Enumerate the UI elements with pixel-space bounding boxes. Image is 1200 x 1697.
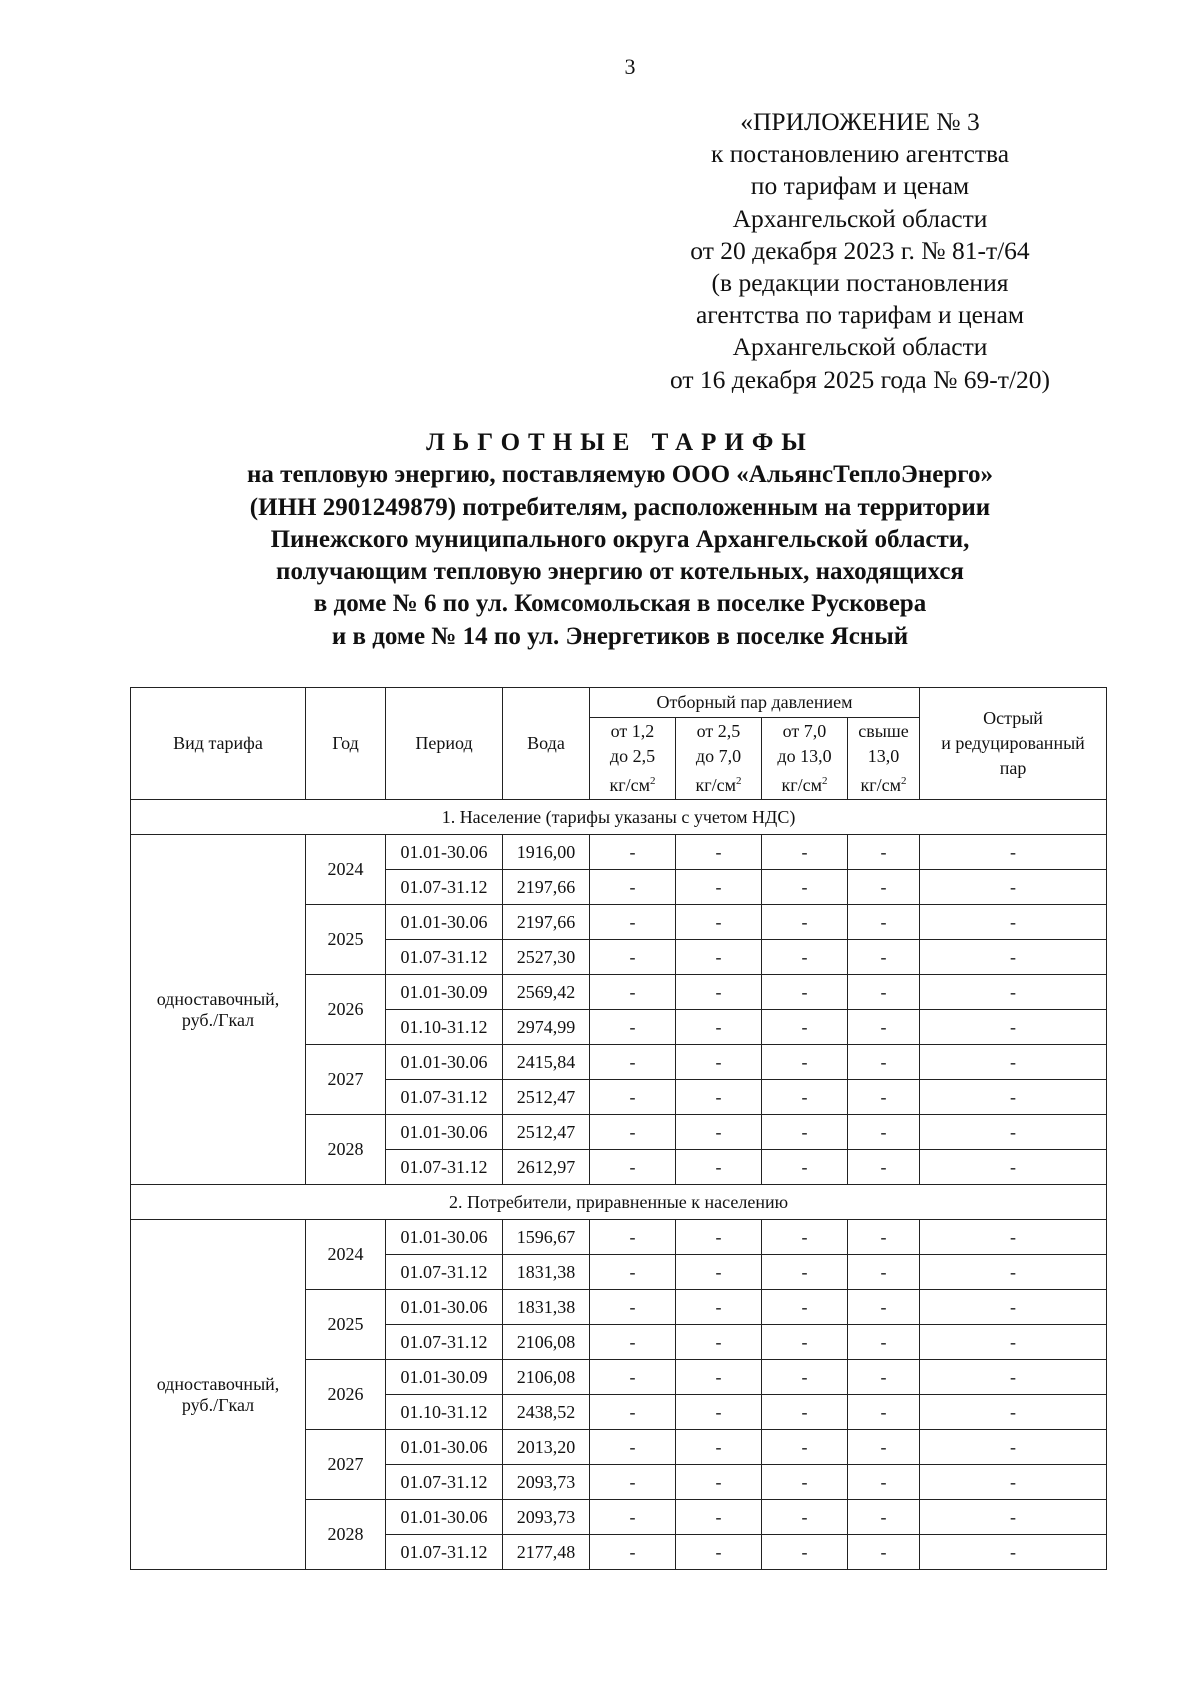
- steam-cell: -: [676, 1500, 762, 1535]
- header-line: от 7,0: [782, 721, 827, 741]
- period-cell: 01.07-31.12: [386, 1080, 503, 1115]
- steam-cell: -: [848, 940, 920, 975]
- steam-cell: -: [676, 1325, 762, 1360]
- water-cell: 2612,97: [503, 1150, 590, 1185]
- unit-text: кг/см: [695, 775, 736, 795]
- water-cell: 2093,73: [503, 1465, 590, 1500]
- steam-cell: -: [676, 1115, 762, 1150]
- steam-cell: -: [676, 835, 762, 870]
- table-row: [131, 1220, 1107, 1255]
- section-row: [131, 1185, 1107, 1220]
- sharp-steam-cell: -: [920, 1010, 1107, 1045]
- appendix-line: к постановлению агентства: [710, 139, 1010, 169]
- header-line: до 7,0: [695, 746, 742, 766]
- steam-cell: -: [848, 1430, 920, 1465]
- steam-cell: -: [590, 1220, 676, 1255]
- header-sharp-steam-line: пар: [999, 758, 1027, 778]
- year-cell: 2025: [306, 1290, 386, 1360]
- sharp-steam-cell: -: [920, 1290, 1107, 1325]
- year-cell: 2025: [306, 905, 386, 975]
- year-cell: 2028: [306, 1500, 386, 1570]
- sharp-steam-cell: -: [920, 1395, 1107, 1430]
- steam-cell: -: [590, 1360, 676, 1395]
- sharp-steam-cell: -: [920, 1080, 1107, 1115]
- steam-cell: -: [762, 1045, 848, 1080]
- water-cell: 2512,47: [503, 1080, 590, 1115]
- steam-cell: -: [762, 1115, 848, 1150]
- water-cell: 2438,52: [503, 1395, 590, 1430]
- tariff-type-cell: [131, 1220, 306, 1570]
- period-cell: 01.01-30.06: [386, 1115, 503, 1150]
- period-cell: 01.07-31.12: [386, 1535, 503, 1570]
- steam-cell: -: [676, 905, 762, 940]
- period-cell: 01.01-30.06: [386, 835, 503, 870]
- water-cell: 2177,48: [503, 1535, 590, 1570]
- year-cell: 2024: [306, 1220, 386, 1290]
- water-cell: 2197,66: [503, 870, 590, 905]
- period-cell: 01.10-31.12: [386, 1010, 503, 1045]
- steam-cell: -: [676, 1080, 762, 1115]
- steam-cell: -: [762, 975, 848, 1010]
- water-cell: 1916,00: [503, 835, 590, 870]
- period-cell: 01.01-30.06: [386, 1045, 503, 1080]
- sharp-steam-cell: -: [920, 940, 1107, 975]
- steam-cell: -: [762, 1010, 848, 1045]
- unit-sup: 2: [736, 775, 742, 787]
- steam-cell: -: [848, 1325, 920, 1360]
- appendix-line: от 16 декабря 2025 года № 69-т/20): [669, 364, 1051, 394]
- steam-cell: -: [590, 870, 676, 905]
- steam-cell: -: [676, 1220, 762, 1255]
- water-cell: 1831,38: [503, 1255, 590, 1290]
- steam-cell: -: [848, 975, 920, 1010]
- sharp-steam-cell: -: [920, 1500, 1107, 1535]
- steam-cell: -: [676, 975, 762, 1010]
- steam-cell: -: [762, 1220, 848, 1255]
- water-cell: 2415,84: [503, 1045, 590, 1080]
- header-line: 13,0: [867, 746, 900, 766]
- steam-cell: -: [590, 1150, 676, 1185]
- section-row: [131, 800, 1107, 835]
- water-cell: 2013,20: [503, 1430, 590, 1465]
- steam-cell: -: [590, 1255, 676, 1290]
- header-period: Период: [386, 688, 503, 800]
- appendix-line: Архангельской области: [732, 203, 988, 233]
- steam-cell: -: [590, 905, 676, 940]
- steam-cell: -: [848, 1290, 920, 1325]
- header-sharp-steam-line: Острый: [983, 708, 1043, 728]
- water-cell: 2197,66: [503, 905, 590, 940]
- steam-cell: -: [676, 1465, 762, 1500]
- year-cell: 2027: [306, 1430, 386, 1500]
- steam-cell: -: [848, 1045, 920, 1080]
- unit-sup: 2: [822, 775, 828, 787]
- water-cell: 2527,30: [503, 940, 590, 975]
- steam-cell: -: [590, 835, 676, 870]
- header-steam-3: [762, 718, 848, 800]
- header-sharp-steam-line: и редуцированный: [941, 733, 1085, 753]
- steam-cell: -: [676, 1010, 762, 1045]
- sharp-steam-cell: -: [920, 1220, 1107, 1255]
- appendix-line: «ПРИЛОЖЕНИЕ № 3: [740, 107, 980, 136]
- sharp-steam-cell: -: [920, 1115, 1107, 1150]
- steam-cell: -: [590, 1045, 676, 1080]
- period-cell: 01.01-30.06: [386, 905, 503, 940]
- water-cell: 2106,08: [503, 1325, 590, 1360]
- table-body: [131, 800, 1107, 1570]
- tariff-type-cell: [131, 835, 306, 1185]
- steam-cell: -: [676, 1150, 762, 1185]
- steam-cell: -: [590, 1290, 676, 1325]
- year-cell: 2027: [306, 1045, 386, 1115]
- header-line: от 2,5: [696, 721, 741, 741]
- header-steam-group: Отборный пар давлением: [590, 688, 920, 718]
- steam-cell: -: [676, 940, 762, 975]
- steam-cell: -: [848, 1220, 920, 1255]
- header-line: [762, 769, 847, 798]
- period-cell: 01.01-30.06: [386, 1290, 503, 1325]
- year-cell: 2026: [306, 1360, 386, 1430]
- steam-cell: -: [676, 1255, 762, 1290]
- year-cell: 2026: [306, 975, 386, 1045]
- steam-cell: -: [590, 940, 676, 975]
- title-line: и в доме № 14 по ул. Энергетиков в поселке Ясный: [331, 622, 909, 650]
- steam-cell: -: [848, 1150, 920, 1185]
- steam-cell: -: [848, 1465, 920, 1500]
- period-cell: 01.07-31.12: [386, 1150, 503, 1185]
- sharp-steam-cell: -: [920, 1325, 1107, 1360]
- steam-cell: -: [848, 1360, 920, 1395]
- document-title: [130, 427, 1110, 653]
- tariff-table: [130, 687, 1107, 1570]
- period-cell: 01.01-30.06: [386, 1220, 503, 1255]
- header-steam-4: [848, 718, 920, 800]
- tariff-type-line: одноставочный,: [156, 988, 280, 1009]
- steam-cell: -: [762, 1255, 848, 1290]
- period-cell: 01.10-31.12: [386, 1395, 503, 1430]
- unit-text: кг/см: [609, 775, 650, 795]
- steam-cell: -: [590, 1535, 676, 1570]
- water-cell: 1596,67: [503, 1220, 590, 1255]
- sharp-steam-cell: -: [920, 905, 1107, 940]
- steam-cell: -: [590, 1115, 676, 1150]
- steam-cell: -: [762, 1150, 848, 1185]
- steam-cell: -: [590, 1500, 676, 1535]
- steam-cell: -: [762, 1430, 848, 1465]
- steam-cell: -: [762, 1080, 848, 1115]
- page-number: 3: [624, 54, 636, 79]
- title-line: на тепловую энергию, поставляемую ООО «АльянсТеплоЭнерго»: [247, 461, 993, 489]
- period-cell: 01.01-30.09: [386, 975, 503, 1010]
- steam-cell: -: [762, 835, 848, 870]
- steam-cell: -: [676, 1360, 762, 1395]
- appendix-line: агентства по тарифам и ценам: [695, 300, 1025, 330]
- title-line: (ИНН 2901249879) потребителям, расположенным на территории: [249, 493, 991, 521]
- tariff-type-line: руб./Гкал: [181, 1009, 255, 1030]
- steam-cell: -: [762, 1535, 848, 1570]
- header-line: от 1,2: [610, 721, 655, 741]
- period-cell: 01.01-30.09: [386, 1360, 503, 1395]
- header-line: до 13,0: [777, 746, 832, 766]
- period-cell: 01.01-30.06: [386, 1430, 503, 1465]
- steam-cell: -: [762, 940, 848, 975]
- sharp-steam-cell: -: [920, 1465, 1107, 1500]
- steam-cell: -: [590, 975, 676, 1010]
- appendix-line: Архангельской области: [732, 332, 988, 362]
- tariff-type-line: одноставочный,: [156, 1373, 280, 1394]
- steam-cell: -: [676, 1395, 762, 1430]
- steam-cell: -: [848, 1395, 920, 1430]
- steam-cell: -: [676, 870, 762, 905]
- steam-cell: -: [848, 870, 920, 905]
- steam-cell: -: [590, 1010, 676, 1045]
- water-cell: 2569,42: [503, 975, 590, 1010]
- header-sharp-steam: [920, 688, 1107, 800]
- unit-text: кг/см: [860, 775, 902, 795]
- steam-cell: -: [676, 1535, 762, 1570]
- steam-cell: -: [762, 1465, 848, 1500]
- sharp-steam-cell: -: [920, 975, 1107, 1010]
- steam-cell: -: [848, 1010, 920, 1045]
- steam-cell: -: [590, 1395, 676, 1430]
- steam-cell: -: [848, 1255, 920, 1290]
- section-title: 1. Население (тарифы указаны с учетом НДС): [131, 800, 1107, 835]
- sharp-steam-cell: -: [920, 1150, 1107, 1185]
- steam-cell: -: [848, 1500, 920, 1535]
- header-tariff-type: Вид тарифа: [131, 688, 306, 800]
- header-line: [676, 769, 761, 798]
- tariff-type-line: руб./Гкал: [181, 1394, 255, 1415]
- header-water: Вода: [503, 688, 590, 800]
- year-cell: 2024: [306, 835, 386, 905]
- period-cell: 01.07-31.12: [386, 1325, 503, 1360]
- appendix-line: по тарифам и ценам: [750, 171, 970, 201]
- steam-cell: -: [848, 835, 920, 870]
- steam-cell: -: [762, 1395, 848, 1430]
- steam-cell: -: [676, 1290, 762, 1325]
- sharp-steam-cell: -: [920, 870, 1107, 905]
- sharp-steam-cell: -: [920, 1535, 1107, 1570]
- table-row: [131, 835, 1107, 870]
- steam-cell: -: [848, 1535, 920, 1570]
- steam-cell: -: [590, 1080, 676, 1115]
- sharp-steam-cell: -: [920, 1430, 1107, 1465]
- period-cell: 01.01-30.06: [386, 1500, 503, 1535]
- steam-cell: -: [590, 1465, 676, 1500]
- steam-cell: -: [762, 1325, 848, 1360]
- sharp-steam-cell: -: [920, 1255, 1107, 1290]
- header-steam-1: [590, 718, 676, 800]
- period-cell: 01.07-31.12: [386, 940, 503, 975]
- title-line: Пинежского муниципального округа Архангельской области,: [270, 525, 970, 553]
- steam-cell: -: [762, 870, 848, 905]
- period-cell: 01.07-31.12: [386, 870, 503, 905]
- water-cell: 2106,08: [503, 1360, 590, 1395]
- steam-cell: -: [762, 1500, 848, 1535]
- appendix-line: от 20 декабря 2023 г. № 81-т/64: [690, 235, 1030, 265]
- water-cell: 2974,99: [503, 1010, 590, 1045]
- steam-cell: -: [762, 905, 848, 940]
- title-line: в доме № 6 по ул. Комсомольская в поселке Русковера: [313, 590, 927, 618]
- water-cell: 2512,47: [503, 1115, 590, 1150]
- appendix-line: (в редакции постановления: [711, 268, 1009, 298]
- steam-cell: -: [762, 1360, 848, 1395]
- unit-sup: 2: [650, 775, 656, 787]
- steam-cell: -: [762, 1290, 848, 1325]
- steam-cell: -: [848, 1115, 920, 1150]
- header-line: [848, 769, 919, 798]
- sharp-steam-cell: -: [920, 1360, 1107, 1395]
- sharp-steam-cell: -: [920, 1045, 1107, 1080]
- appendix-header: [620, 106, 1100, 396]
- title-main: ЛЬГОТНЫЕ ТАРИФЫ: [426, 429, 814, 456]
- steam-cell: -: [676, 1045, 762, 1080]
- header-year: Год: [306, 688, 386, 800]
- water-cell: 2093,73: [503, 1500, 590, 1535]
- header-line: до 2,5: [609, 746, 656, 766]
- header-line: свыше: [858, 721, 909, 741]
- water-cell: 1831,38: [503, 1290, 590, 1325]
- year-cell: 2028: [306, 1115, 386, 1185]
- steam-cell: -: [590, 1325, 676, 1360]
- period-cell: 01.07-31.12: [386, 1255, 503, 1290]
- header-steam-2: [676, 718, 762, 800]
- unit-text: кг/см: [781, 775, 822, 795]
- sharp-steam-cell: -: [920, 835, 1107, 870]
- period-cell: 01.07-31.12: [386, 1465, 503, 1500]
- steam-cell: -: [676, 1430, 762, 1465]
- steam-cell: -: [590, 1430, 676, 1465]
- header-line: [590, 769, 675, 798]
- steam-cell: -: [848, 1080, 920, 1115]
- steam-cell: -: [848, 905, 920, 940]
- section-title: 2. Потребители, приравненные к населению: [131, 1185, 1107, 1220]
- unit-sup: 2: [901, 775, 907, 787]
- title-line: получающим тепловую энергию от котельных, находящихся: [276, 558, 964, 586]
